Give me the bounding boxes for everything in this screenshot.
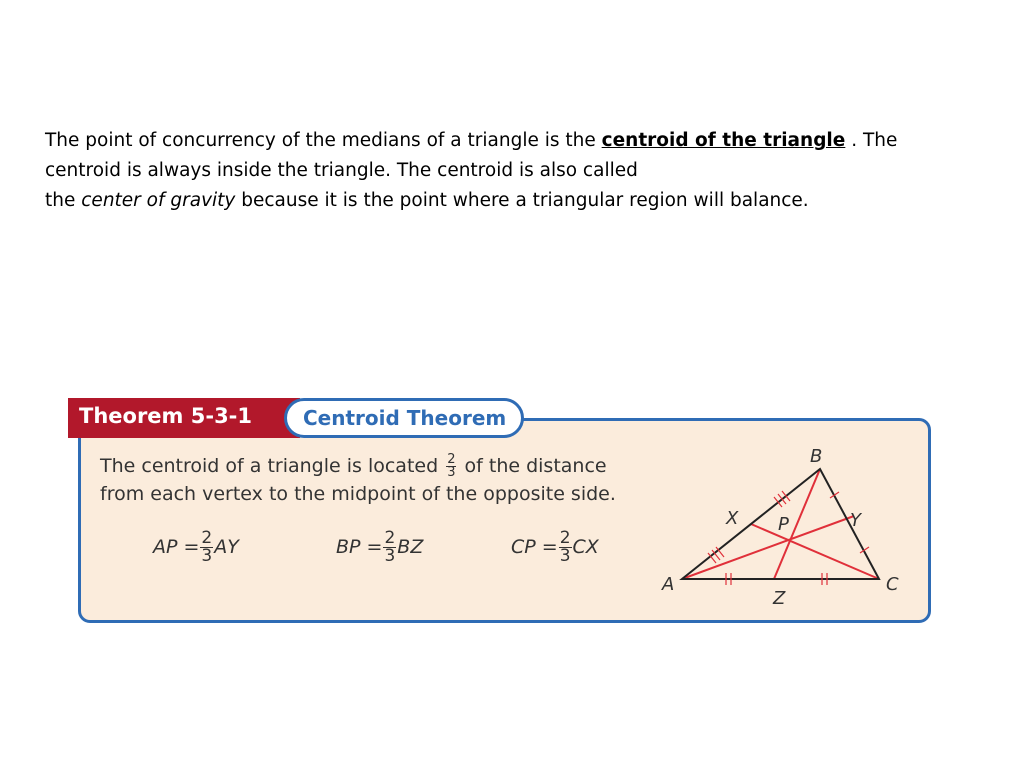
label-p: P xyxy=(778,514,789,535)
fraction xyxy=(200,530,213,565)
formula-lhs: CP = xyxy=(511,536,558,558)
formula-cp xyxy=(511,530,599,565)
fraction-numerator: 2 xyxy=(201,528,213,548)
theorem-name-tab xyxy=(284,398,524,438)
intro-line-1 xyxy=(45,126,985,156)
label-b: B xyxy=(810,446,823,467)
label-a: A xyxy=(662,574,675,595)
formula-ap xyxy=(153,530,239,565)
formula-bp xyxy=(336,530,423,565)
statement-line-2: from each vertex to the midpoint of the opposite side. xyxy=(100,483,616,505)
fraction-denominator: 3 xyxy=(447,465,456,480)
theorem-statement xyxy=(100,452,616,508)
fraction-numerator: 2 xyxy=(559,528,571,548)
intro-text: . The xyxy=(851,130,898,151)
median-ay xyxy=(682,516,854,579)
intro-paragraph xyxy=(45,126,985,216)
fraction-denominator: 3 xyxy=(559,546,571,566)
fraction xyxy=(383,530,396,565)
statement-text: of the distance xyxy=(464,455,607,477)
label-z: Z xyxy=(773,588,786,609)
theorem-number-tab xyxy=(68,398,300,438)
formula-lhs: BP = xyxy=(336,536,383,558)
key-term: centroid of the triangle xyxy=(601,130,846,151)
emphasized-term: center of gravity xyxy=(81,190,236,211)
statement-text: The centroid of a triangle is located xyxy=(100,455,439,477)
fraction-denominator: 3 xyxy=(201,546,213,566)
formula-rhs: CX xyxy=(572,536,599,558)
label-y: Y xyxy=(850,510,861,531)
intro-line-3 xyxy=(45,186,985,216)
intro-line-2: centroid is always inside the triangle. The centroid is also called xyxy=(45,160,638,181)
formula-rhs: BZ xyxy=(397,536,424,558)
fraction-numerator: 2 xyxy=(384,528,396,548)
theorem-name: Centroid Theorem xyxy=(303,406,507,430)
formula-lhs: AP = xyxy=(153,536,200,558)
fraction xyxy=(559,530,572,565)
fraction xyxy=(446,454,456,479)
median-cx xyxy=(751,524,879,579)
fraction-denominator: 3 xyxy=(384,546,396,566)
formula-rhs: AY xyxy=(214,536,239,558)
intro-text: the xyxy=(45,190,76,211)
statement-line-1 xyxy=(100,452,616,480)
intro-text: because it is the point where a triangular region will balance. xyxy=(241,190,809,211)
fraction-numerator: 2 xyxy=(447,452,456,467)
theorem-number: Theorem 5-3-1 xyxy=(79,404,253,428)
label-c: C xyxy=(886,574,899,595)
intro-text: The point of concurrency of the medians of a triangle is the xyxy=(45,130,596,151)
label-x: X xyxy=(726,508,739,529)
triangle-diagram xyxy=(650,440,920,615)
